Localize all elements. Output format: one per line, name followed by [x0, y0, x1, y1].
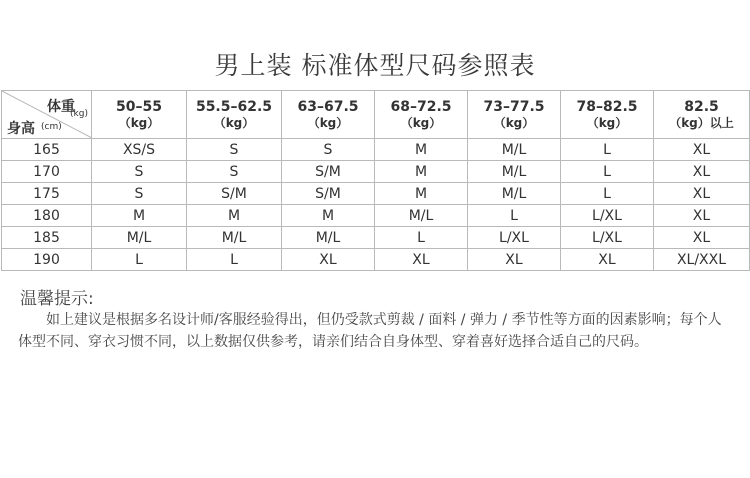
- size-cell: XL: [654, 205, 750, 227]
- size-cell: L: [92, 249, 187, 271]
- size-cell: S/M: [187, 183, 282, 205]
- weight-header-cell: [187, 91, 282, 139]
- height-axis-label: 身高: [7, 121, 35, 137]
- size-cell: XS/S: [92, 139, 187, 161]
- header-row: [2, 91, 750, 139]
- size-cell: XL/XXL: [654, 249, 750, 271]
- size-cell: L: [375, 227, 468, 249]
- tips-body: 如上建议是根据多名设计师/客服经验得出，但仍受款式剪裁 / 面料 / 弹力 / 季节性等方面的因素影响；每个人体型不同、穿衣习惯不同，以上数据仅供参考，请亲们结合自身体型、穿着喜好选择合适自己的尺码。: [18, 312, 722, 350]
- size-cell: S: [92, 161, 187, 183]
- size-cell: XL: [561, 249, 654, 271]
- size-cell: S: [92, 183, 187, 205]
- weight-range: 82.5: [684, 98, 719, 115]
- size-cell: S/M: [282, 161, 375, 183]
- corner-header-cell: [2, 91, 92, 139]
- table-row: [2, 183, 750, 205]
- weight-header-cell: [654, 91, 750, 139]
- size-cell: M/L: [468, 183, 561, 205]
- weight-range: 63–67.5: [297, 98, 359, 115]
- size-cell: L: [561, 139, 654, 161]
- size-cell: M: [375, 139, 468, 161]
- size-cell: M: [282, 205, 375, 227]
- size-cell: XL: [654, 139, 750, 161]
- size-cell: M/L: [468, 139, 561, 161]
- tips-heading: 温馨提示:: [20, 289, 94, 309]
- size-rows: [2, 139, 750, 271]
- weight-header-cell: [282, 91, 375, 139]
- weight-range: 73–77.5: [483, 98, 545, 115]
- table-row: [2, 161, 750, 183]
- size-cell: XL: [654, 161, 750, 183]
- size-cell: S/M: [282, 183, 375, 205]
- weight-unit: （kg）: [586, 115, 628, 130]
- size-cell: M: [375, 183, 468, 205]
- height-cell: 190: [2, 249, 92, 271]
- weight-header-cell: [375, 91, 468, 139]
- size-chart-table: [1, 90, 750, 271]
- height-axis-unit: (cm): [41, 122, 62, 132]
- size-cell: M: [92, 205, 187, 227]
- size-cell: L/XL: [468, 227, 561, 249]
- size-cell: M/L: [187, 227, 282, 249]
- weight-unit: （kg）: [118, 115, 160, 130]
- size-cell: L/XL: [561, 227, 654, 249]
- height-cell: 170: [2, 161, 92, 183]
- size-cell: M/L: [375, 205, 468, 227]
- size-cell: M/L: [92, 227, 187, 249]
- weight-axis-unit: (kg): [70, 109, 88, 119]
- table-row: [2, 205, 750, 227]
- size-cell: XL: [654, 227, 750, 249]
- height-cell: 165: [2, 139, 92, 161]
- size-cell: L/XL: [561, 205, 654, 227]
- height-cell: 185: [2, 227, 92, 249]
- weight-unit: （kg）: [400, 115, 442, 130]
- table-row: [2, 139, 750, 161]
- size-cell: XL: [282, 249, 375, 271]
- size-cell: L: [468, 205, 561, 227]
- size-cell: XL: [654, 183, 750, 205]
- weight-range: 78–82.5: [576, 98, 638, 115]
- size-cell: L: [187, 249, 282, 271]
- size-cell: M/L: [468, 161, 561, 183]
- weight-unit: （kg）以上: [669, 115, 734, 130]
- size-cell: S: [187, 139, 282, 161]
- weight-range: 55.5–62.5: [195, 98, 273, 115]
- table-row: [2, 249, 750, 271]
- weight-unit: （kg）: [493, 115, 535, 130]
- weight-unit: （kg）: [213, 115, 255, 130]
- weight-unit: （kg）: [307, 115, 349, 130]
- size-cell: M: [187, 205, 282, 227]
- size-cell: M/L: [282, 227, 375, 249]
- height-cell: 175: [2, 183, 92, 205]
- weight-header-cell: [92, 91, 187, 139]
- size-cell: M: [375, 161, 468, 183]
- table-row: [2, 227, 750, 249]
- size-cell: L: [561, 183, 654, 205]
- page-title: 男上装 标准体型尺码参照表: [214, 51, 536, 80]
- weight-header-cell: [468, 91, 561, 139]
- size-cell: S: [187, 161, 282, 183]
- weight-header-cell: [561, 91, 654, 139]
- size-cell: XL: [468, 249, 561, 271]
- height-cell: 180: [2, 205, 92, 227]
- weight-range: 68–72.5: [390, 98, 452, 115]
- weight-range: 50–55: [116, 98, 162, 115]
- size-cell: L: [561, 161, 654, 183]
- weight-axis-label: 体重: [47, 99, 75, 115]
- size-cell: S: [282, 139, 375, 161]
- size-cell: XL: [375, 249, 468, 271]
